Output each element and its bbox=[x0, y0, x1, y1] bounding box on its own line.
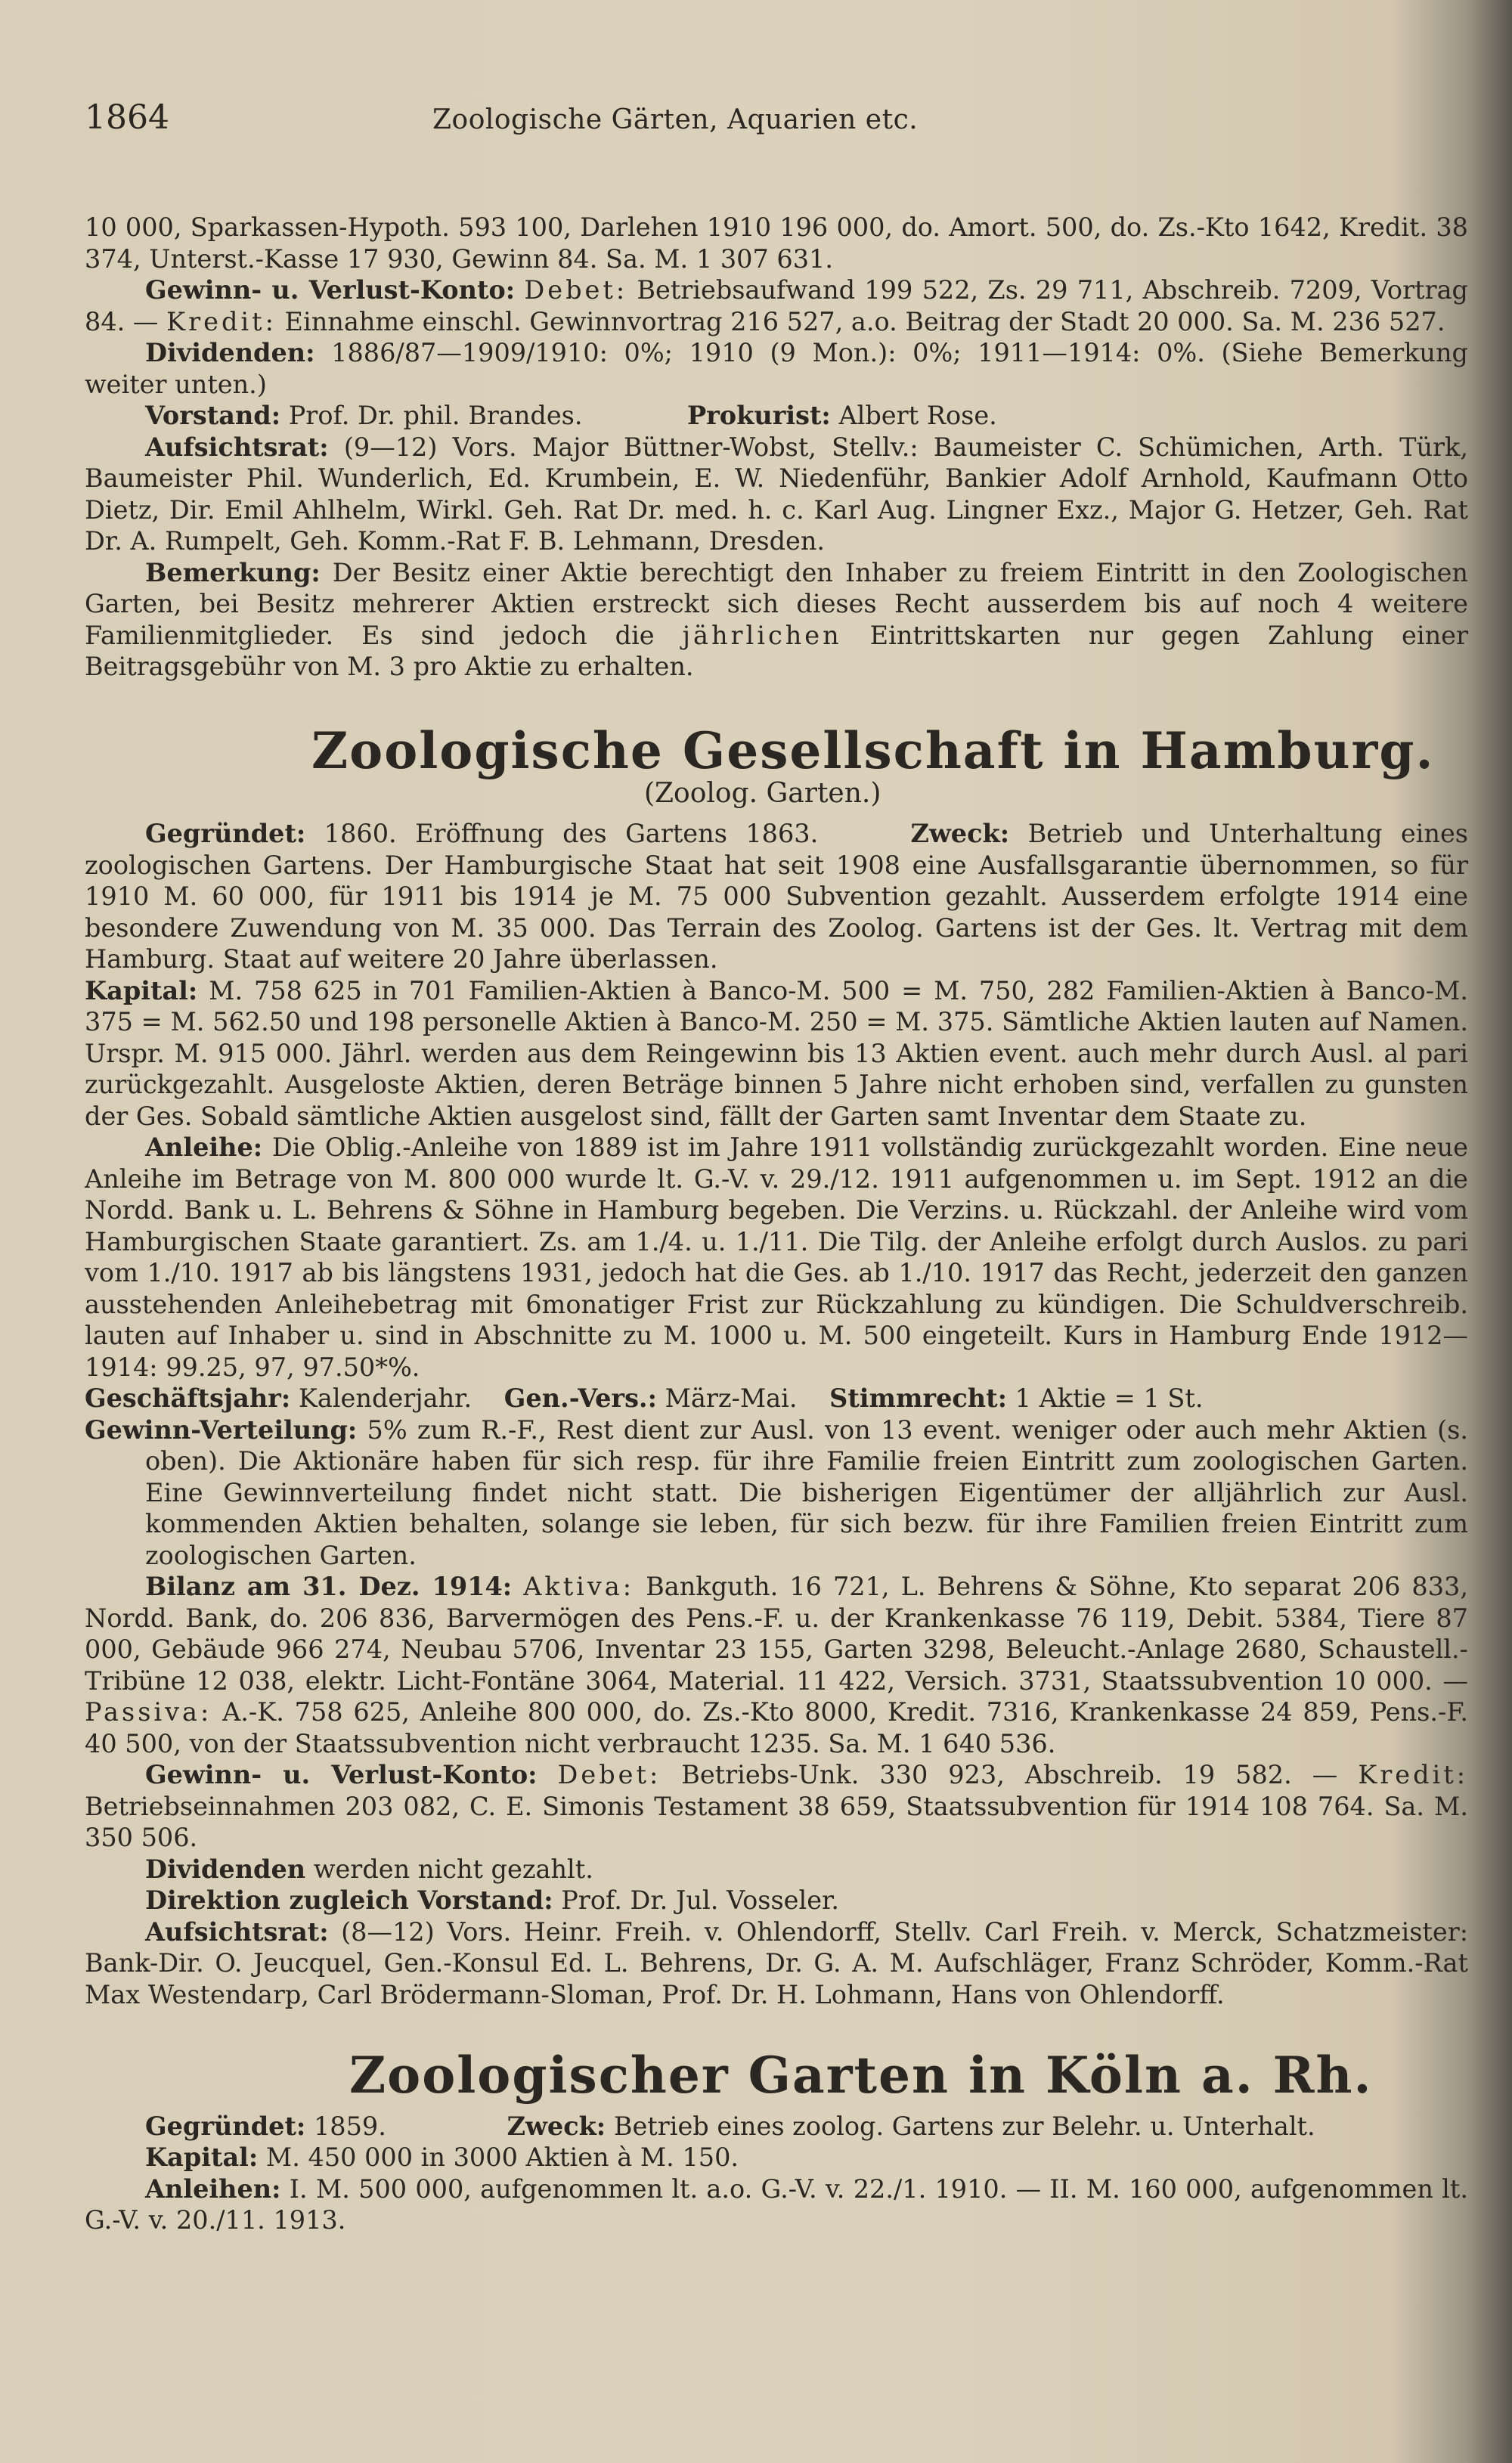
hamburg-gewinn-verteilung: Gewinn-Verteilung: 5% zum R.-F., Rest dient zur Ausl. von 13 event. weniger oder auch mehr Aktien (s. oben). Die Aktionäre haben für sich resp. für ihre Familie freien Eintritt zum zoologischen Garten. Eine Gewinnverteilung findet nicht statt. Die bisherigen Eigentümer der alljährlich zur Ausl. kommenden Aktien behalten, solange sie leben, für sich bezw. für ihre Familien freien Eintritt zum zoologischen Garten. bbox=[85, 1414, 1468, 1570]
page-number: 1864 bbox=[85, 98, 169, 137]
hamburg-aufsichtsrat: Aufsichtsrat: (8—12) Vors. Heinr. Freih. v. Ohlendorff, Stellv. Carl Freih. v. Merck, Schatzmeister: Bank-Dir. O. Jeucquel, Gen.-Konsul Ed. L. Behrens, Dr. G. A. M. Aufschläger, Franz Schröder, Komm.-Rat Max Westendarp, Carl Brödermann-Sloman, Prof. Dr. H. Lohmann, Hans von Ohlendorff. bbox=[85, 1916, 1468, 2009]
prev-entry-guv: Gewinn- u. Verlust-Konto: Debet: Betriebsaufwand 199 522, Zs. 29 711, Abschreib. 7209, Vortrag 84. — Kredit: Einnahme einschl. Gewinnvortrag 216 527, a.o. Beitrag der Stadt 20 000. Sa. M. 236 527. bbox=[85, 275, 1468, 336]
koeln-gegruendet: Gegründet: 1859. Zweck: Betrieb eines zoolog. Gartens zur Belehr. u. Unterhalt. bbox=[145, 2111, 1315, 2141]
koeln-anleihen: Anleihen: I. M. 500 000, aufgenommen lt. a.o. G.-V. v. 22./1. 1910. — II. M. 160 000, aufgenommen lt. G.-V. v. 20./11. 1913. bbox=[85, 2173, 1468, 2235]
koeln-title: Zoologischer Garten in Köln a. Rh. bbox=[349, 2046, 1373, 2105]
hamburg-direktion: Direktion zugleich Vorstand: Prof. Dr. Jul. Vosseler. bbox=[145, 1885, 840, 1916]
prev-entry-balance: 10 000, Sparkassen-Hypoth. 593 100, Darlehen 1910 196 000, do. Amort. 500, do. Zs.-Kto 1642, Kredit. 38 374, Unterst.-Kasse 17 930, Gewinn 84. Sa. M. 1 307 631. bbox=[85, 212, 1468, 274]
page-header bbox=[85, 98, 1468, 163]
content bbox=[85, 98, 1468, 2236]
hamburg-subtitle: (Zoolog. Garten.) bbox=[644, 778, 881, 810]
prev-entry-dividenden: Dividenden: 1886/87—1909/1910: 0%; 1910 (9 Mon.): 0%; 1911—1914: 0%. (Siehe Bemerkung weiter unten.) bbox=[85, 338, 1468, 399]
prev-entry-aufsichtsrat: Aufsichtsrat: (9—12) Vors. Major Büttner-Wobst, Stellv.: Baumeister C. Schümichen, Arth. Türk, Baumeister Phil. Wunderlich, Ed. Krumbein, E. W. Niedenführ, Bankier Adolf Arnhold, Kaufmann Otto Dietz, Dir. Emil Ahlhelm, Wirkl. Geh. Rat Dr. med. h. c. Karl Aug. Lingner Exz., Major G. Hetzer, Geh. Rat Dr. A. Rumpelt, Geh. Komm.-Rat F. B. Lehmann, Dresden. bbox=[85, 432, 1468, 556]
prev-entry-bemerkung: Bemerkung: Der Besitz einer Aktie berechtigt den Inhaber zu freiem Eintritt in den Zoologischen Garten, bei Besitz mehrerer Aktien erstreckt sich dieses Recht ausserdem bis auf noch 4 weitere Familienmitglieder. Es sind jedoch die jährlichen Eintrittskarten nur gegen Zahlung einer Beitragsgebühr von M. 3 pro Aktie zu erhalten. bbox=[85, 557, 1469, 681]
hamburg-bilanz: Bilanz am 31. Dez. 1914: Aktiva: Bankguth. 16 721, L. Behrens & Söhne, Kto separat 206 833, Nordd. Bank, do. 206 836, Barvermögen des Pens.-F. u. der Krankenkasse 76 119, Debit. 5384, Tiere 87 000, Gebäude 966 274, Neubau 5706, Inventar 23 155, Garten 3298, Beleucht.-Anlage 2680, Schaustell.-Tribüne 12 038, elektr. Licht-Fontäne 3064, Material. 11 422, Versich. 3731, Staatssubvention 10 000. — Passiva: A.-K. 758 625, Anleihe 800 000, do. Zs.-Kto 8000, Kredit. 7316, Krankenkasse 24 859, Pens.-F. 40 500, von der Staatssubvention nicht verbraucht 1235. Sa. M. 1 640 536. bbox=[85, 1572, 1469, 1758]
hamburg-guv: Gewinn- u. Verlust-Konto: Debet: Betriebs-Unk. 330 923, Abschreib. 19 582. — Kredit: Betriebseinnahmen 203 082, C. E. Simonis Testament 38 659, Staatssubvention für 1914 108 764. Sa. M. 350 506. bbox=[85, 1760, 1468, 1853]
hamburg-gegruendet: Gegründet: 1860. Eröffnung des Gartens 1863. Zweck: Betrieb und Unterhaltung eines zoologischen Gartens. Der Hamburgische Staat hat seit 1908 eine Ausfallsgarantie übernommen, so für 1910 M. 60 000, für 1911 bis 1914 je M. 75 000 Subvention gezahlt. Ausserdem erfolgte 1914 eine besondere Zuwendung von M. 35 000. Das Terrain des Zoolog. Gartens ist der Ges. lt. Vertrag mit dem Hamburg. Staat auf weitere 20 Jahre überlassen. bbox=[85, 819, 1468, 974]
koeln-kapital: Kapital: M. 450 000 in 3000 Aktien à M. 150. bbox=[145, 2142, 739, 2173]
hamburg-geschaeftsjahr: Geschäftsjahr: Kalenderjahr. Gen.-Vers.: März-Mai. Stimmrecht: 1 Aktie = 1 St. bbox=[85, 1383, 1204, 1414]
hamburg-anleihe: Anleihe: Die Oblig.-Anleihe von 1889 ist im Jahre 1911 vollständig zurückgezahlt worden. Eine neue Anleihe im Betrage von M. 800 000 wurde lt. G.-V. v. 29./12. 1911 aufgenommen u. im Sept. 1912 an die Nordd. Bank u. L. Behrens & Söhne in Hamburg begeben. Die Verzins. u. Rückzahl. der Anleihe wird vom Hamburgischen Staate garantiert. Zs. am 1./4. u. 1./11. Die Tilg. der Anleihe erfolgt durch Auslos. zu pari vom 1./10. 1917 ab bis längstens 1931, jedoch hat die Ges. ab 1./10. 1917 das Recht, jederzeit den ganzen ausstehenden Anleihebetrag mit 6monatiger Frist zur Rückzahlung zu kündigen. Die Schuldverschreib. lauten auf Inhaber u. sind in Abschnitte zu M. 1000 u. M. 500 eingeteilt. Kurs in Hamburg Ende 1912—1914: 99.25, 97, 97.50*%. bbox=[85, 1132, 1468, 1382]
hamburg-kapital: Kapital: M. 758 625 in 701 Familien-Aktien à Banco-M. 500 = M. 750, 282 Familien-Aktien à Banco-M. 375 = M. 562.50 und 198 personelle Aktien à Banco-M. 250 = M. 375. Sämtliche Aktien lauten auf Namen. Urspr. M. 915 000. Jährl. werden aus dem Reingewinn bis 13 Aktien event. auch mehr durch Ausl. al pari zurückgezahlt. Ausgeloste Aktien, deren Beträge binnen 5 Jahre nicht erhoben sind, verfallen zu gunsten der Ges. Sobald sämtliche Aktien ausgelost sind, fällt der Garten samt Inventar dem Staate zu. bbox=[85, 975, 1468, 1131]
hamburg-dividenden: Dividenden werden nicht gezahlt. bbox=[145, 1854, 593, 1884]
hamburg-title: Zoologische Gesellschaft in Hamburg. bbox=[311, 720, 1435, 780]
prev-entry-vorstand: Vorstand: Prof. Dr. phil. Brandes. Prokurist: Albert Rose. bbox=[145, 401, 997, 430]
running-head: Zoologische Gärten, Aquarien etc. bbox=[432, 104, 919, 135]
